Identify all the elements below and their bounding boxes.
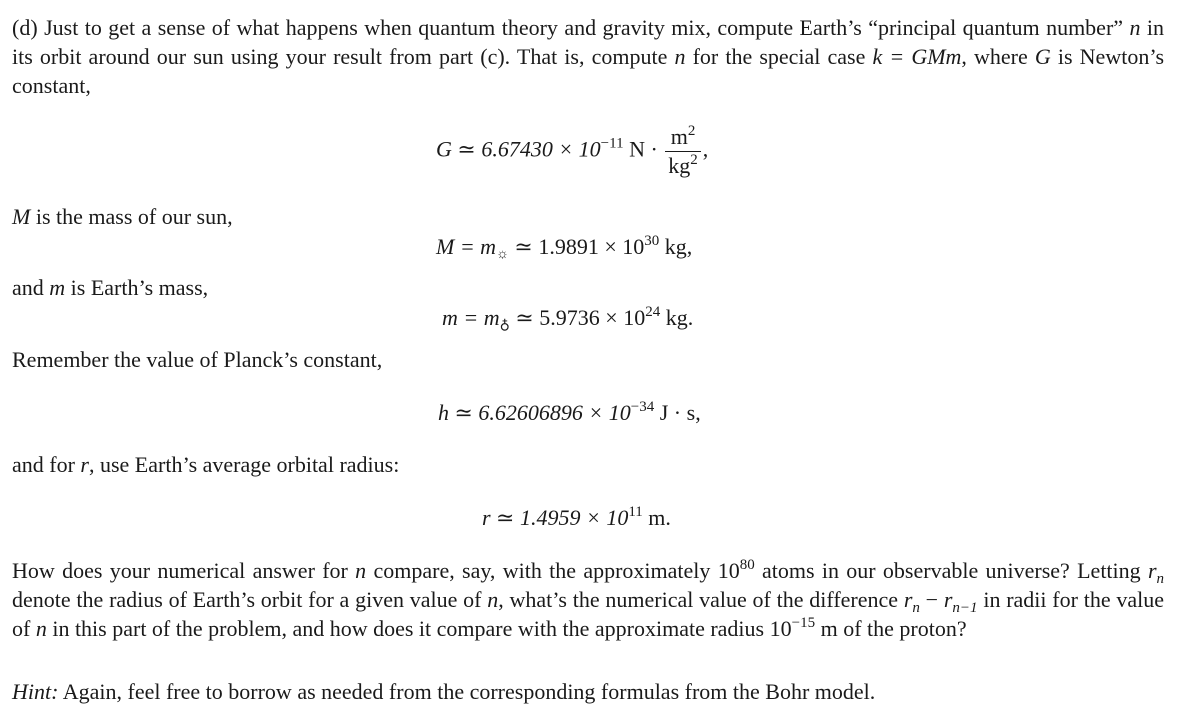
hint-label: Hint: [12, 679, 59, 704]
text-sun-mass: M is the mass of our sun, [12, 204, 233, 229]
equation-planck-constant: h ≃ $6.62606896 \times 10^{-34}$ J · s, [438, 399, 701, 425]
equation-earth-mass: $m = m_♁$ ≃ $5.9736 \times 10^{24}$ kg. [442, 304, 694, 333]
equation-orbital-radius: r ≃ $1.4959 \times 10^{11}$ m. [482, 504, 671, 530]
text-earth-mass: and m is Earth’s mass, [12, 275, 209, 300]
earth-symbol-icon: ♁ [499, 318, 510, 333]
hint-paragraph: Hint: Again, feel free to borrow as needed from the corresponding formulas from the Bohr model. [12, 679, 876, 704]
part-label: (d) [12, 15, 38, 40]
intro-paragraph: (d) Just to get a sense of what happens when quantum theory and gravity mix, compute Earth’s “principal quantum number” n in its orbit around our sun using your result from part (c). That is, compute n for the special case k = GMm, where G is Newton’s constant, [12, 15, 1165, 98]
text-planck: Remember the value of Planck’s constant, [12, 347, 383, 372]
unit-fraction: $\frac{m^2}{kg^2}$ [665, 124, 701, 179]
question-paragraph: How does your numerical answer for n compare, say, with the approximately $10^{80}$ atoms in our observable universe? Letting $r_n$ denote the radius of Earth’s orbit for a given value of n, what’s the numerical value of the difference $r_n - r_{n-1}$ in radii for the value of n in this part of the problem, and how does it compare with the approximate radius $10^{-15}$ m of the proton? [12, 557, 1165, 641]
equation-gravitational-constant: G ≃ $6.67430 \times 10^{-11}$ N · $\frac{m^2}{kg^2}$ , [436, 123, 709, 178]
text-orbital-radius: and for r, use Earth’s average orbital radius: [12, 452, 400, 477]
sun-symbol-icon: ☼ [496, 247, 509, 262]
equation-sun-mass: $M = m_☼$ ≃ $1.9891 \times 10^{30}$ kg, [436, 233, 693, 262]
